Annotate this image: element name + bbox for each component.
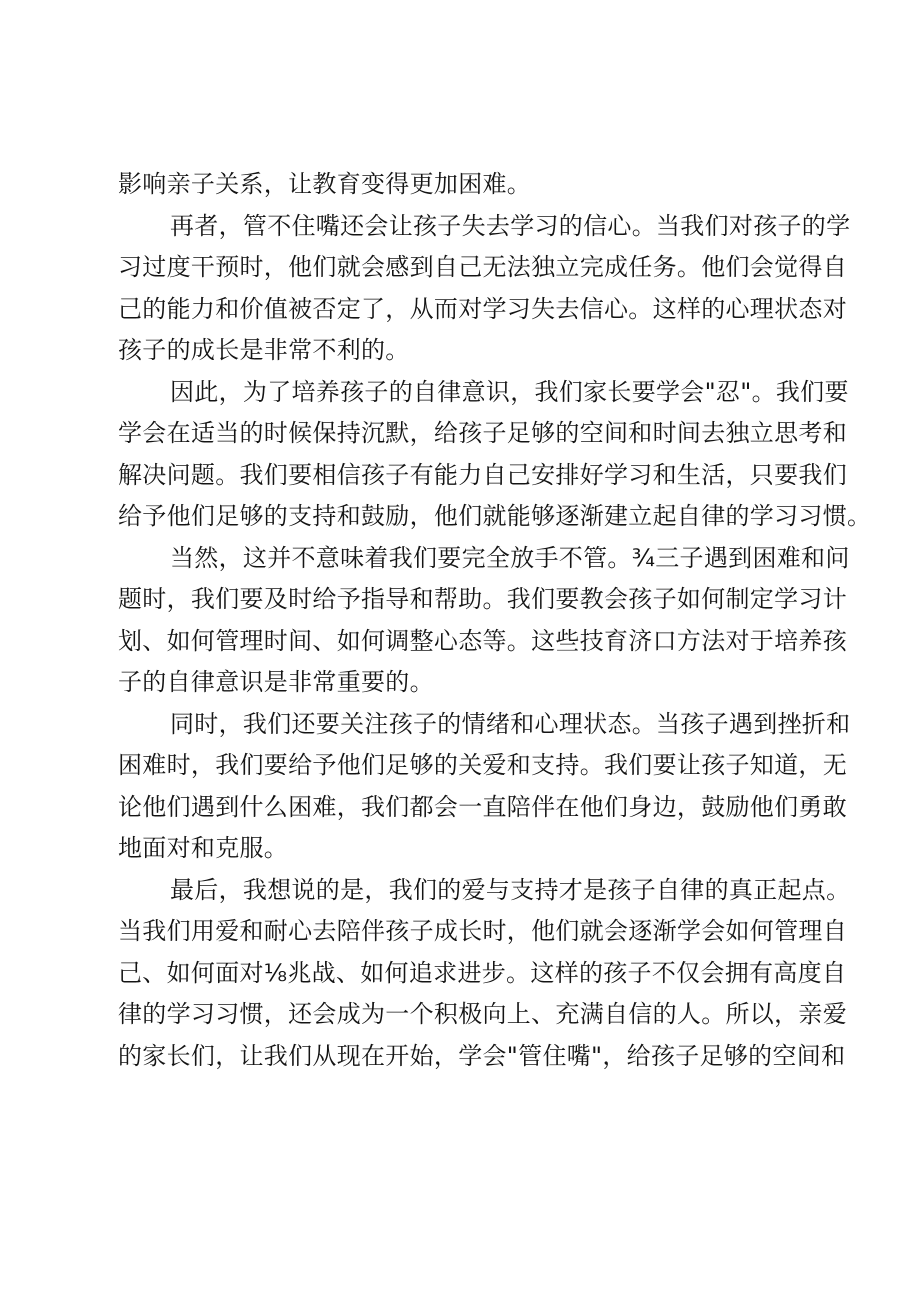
text-line: 影响亲子关系，让教育变得更加困难。: [118, 170, 532, 198]
document-body: [118, 164, 872, 1077]
text-line: 习过度干预时，他们就会感到自己无法独立完成任务。他们会觉得自: [118, 253, 847, 281]
text-line: 己的能力和价值被否定了，从而对学习失去信心。这样的心理状态对: [118, 294, 847, 323]
text-line: 孩子的成长是非常不利的。: [118, 336, 410, 364]
paragraph-first-line: 因此，为了培养孩子的自律意识，我们家长要学会"忍"。我们要: [170, 377, 849, 406]
text-line: 己、如何面对⅛兆战、如何追求进步。这样的孩子不仅会拥有高度自: [118, 958, 847, 987]
text-line: 困难时，我们要给予他们足够的关爱和支持。我们要让孩子知道，无: [118, 751, 847, 779]
text-line: 地面对和克服。: [118, 834, 289, 862]
text-line: 的家长们，让我们从现在开始，学会"管住嘴"，给孩子足够的空间和: [118, 1041, 846, 1070]
text-line: 解决问题。我们要相信孩子有能力自己安排好学习和生活，只要我们: [118, 460, 847, 489]
text-line: 题时，我们要及时给予指导和帮助。我们要教会孩子如何制定学习计: [118, 585, 847, 613]
text-line: 子的自律意识是非常重要的。: [118, 668, 434, 696]
text-line: 当我们用爱和耐心去陪伴孩子成长时，他们就会逐渐学会如何管理自: [118, 917, 847, 945]
text-line: 学会在适当的时候保持沉默，给孩子足够的空间和时间去独立思考和: [118, 419, 847, 447]
paragraph-first-line: 最后，我想说的是，我们的爱与支持才是孩子自律的真正起点。: [170, 875, 851, 904]
text-line: 给予他们足够的支持和鼓励，他们就能够逐渐建立起自律的学习习惯。: [118, 502, 872, 530]
paragraph-first-line: 当然，这并不意味着我们要完全放手不管。¾三子遇到困难和问: [170, 543, 850, 572]
text-line: 律的学习习惯，还会成为一个积极向上、充满自信的人。所以，亲爱: [118, 1000, 847, 1028]
paragraph-first-line: 同时，我们还要关注孩子的情绪和心理状态。当孩子遇到挫折和: [170, 709, 851, 738]
paragraph-first-line: 再者，管不住嘴还会让孩子失去学习的信心。当我们对孩子的学: [170, 211, 851, 240]
text-line: 划、如何管理时间、如何调整心态等。这些技育济口方法对于培养孩: [118, 626, 847, 655]
text-line: 论他们遇到什么困难，我们都会一直陪伴在他们身边，鼓励他们勇敢: [118, 792, 847, 821]
